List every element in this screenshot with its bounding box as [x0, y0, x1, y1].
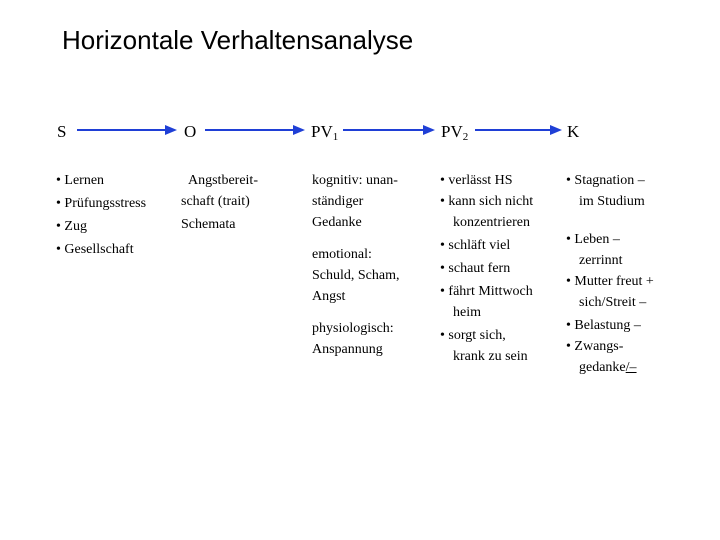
column-pv2 — [440, 170, 533, 367]
arrow-right-icon — [475, 124, 563, 136]
list-item: • verlässt HS — [440, 173, 513, 188]
list-item: Angstbereit- — [188, 173, 258, 188]
header-pv1-label: PV — [311, 122, 333, 141]
list-item: • fährt Mittwoch — [440, 284, 533, 299]
list-item-suffix: /– — [625, 360, 637, 375]
header-s: S — [57, 122, 67, 141]
list-item: • schaut fern — [440, 261, 511, 276]
arrow-right-icon — [77, 124, 178, 136]
arrow-right-icon — [205, 124, 306, 136]
header-pv2-label: PV — [441, 122, 463, 141]
list-item: • Lernen — [56, 173, 105, 188]
header-pv1-subscript: 1 — [332, 131, 339, 143]
list-item: heim — [453, 305, 481, 320]
list-item: • Prüfungsstress — [56, 196, 147, 211]
list-item: kognitiv: unan- — [312, 173, 398, 188]
list-item: emotional: — [312, 247, 372, 262]
list-item: zerrinnt — [579, 253, 623, 268]
list-item: • Gesellschaft — [56, 242, 134, 257]
list-item: konzentrieren — [453, 215, 530, 230]
list-item: Schemata — [181, 217, 236, 232]
list-item: • Zug — [56, 219, 87, 234]
column-s — [56, 170, 146, 260]
header-o: O — [184, 122, 197, 141]
list-item-text: gedanke — [579, 360, 626, 375]
page-title: Horizontale Verhaltensanalyse — [62, 25, 414, 55]
list-item: ständiger — [312, 194, 364, 209]
list-item — [566, 357, 654, 378]
column-pv1 — [312, 170, 400, 360]
header-k: K — [567, 122, 580, 141]
list-item: • Stagnation – — [566, 173, 645, 188]
list-item: Schuld, Scham, — [312, 268, 400, 283]
column-k — [566, 170, 654, 378]
list-item: • Zwangs- — [566, 339, 624, 354]
header-pv2-subscript: 2 — [462, 131, 469, 143]
header-pv1 — [311, 122, 338, 143]
list-item: Anspannung — [312, 342, 383, 357]
list-item: krank zu sein — [453, 349, 528, 364]
column-o — [181, 170, 258, 235]
header-pv2 — [441, 122, 468, 143]
list-item: physiologisch: — [312, 321, 394, 336]
list-item: • Belastung – — [566, 318, 641, 333]
arrow-right-icon — [343, 124, 436, 136]
list-item: schaft (trait) — [181, 194, 250, 209]
list-item: sich/Streit – — [579, 295, 647, 310]
list-item: • kann sich nicht — [440, 194, 534, 209]
list-item: • schläft viel — [440, 238, 511, 253]
list-item: • sorgt sich, — [440, 328, 506, 343]
list-item: • Leben – — [566, 232, 620, 247]
list-item: • Mutter freut + — [566, 274, 654, 289]
list-item: Gedanke — [312, 215, 362, 230]
list-item: Angst — [312, 289, 346, 304]
list-item: im Studium — [579, 194, 645, 209]
